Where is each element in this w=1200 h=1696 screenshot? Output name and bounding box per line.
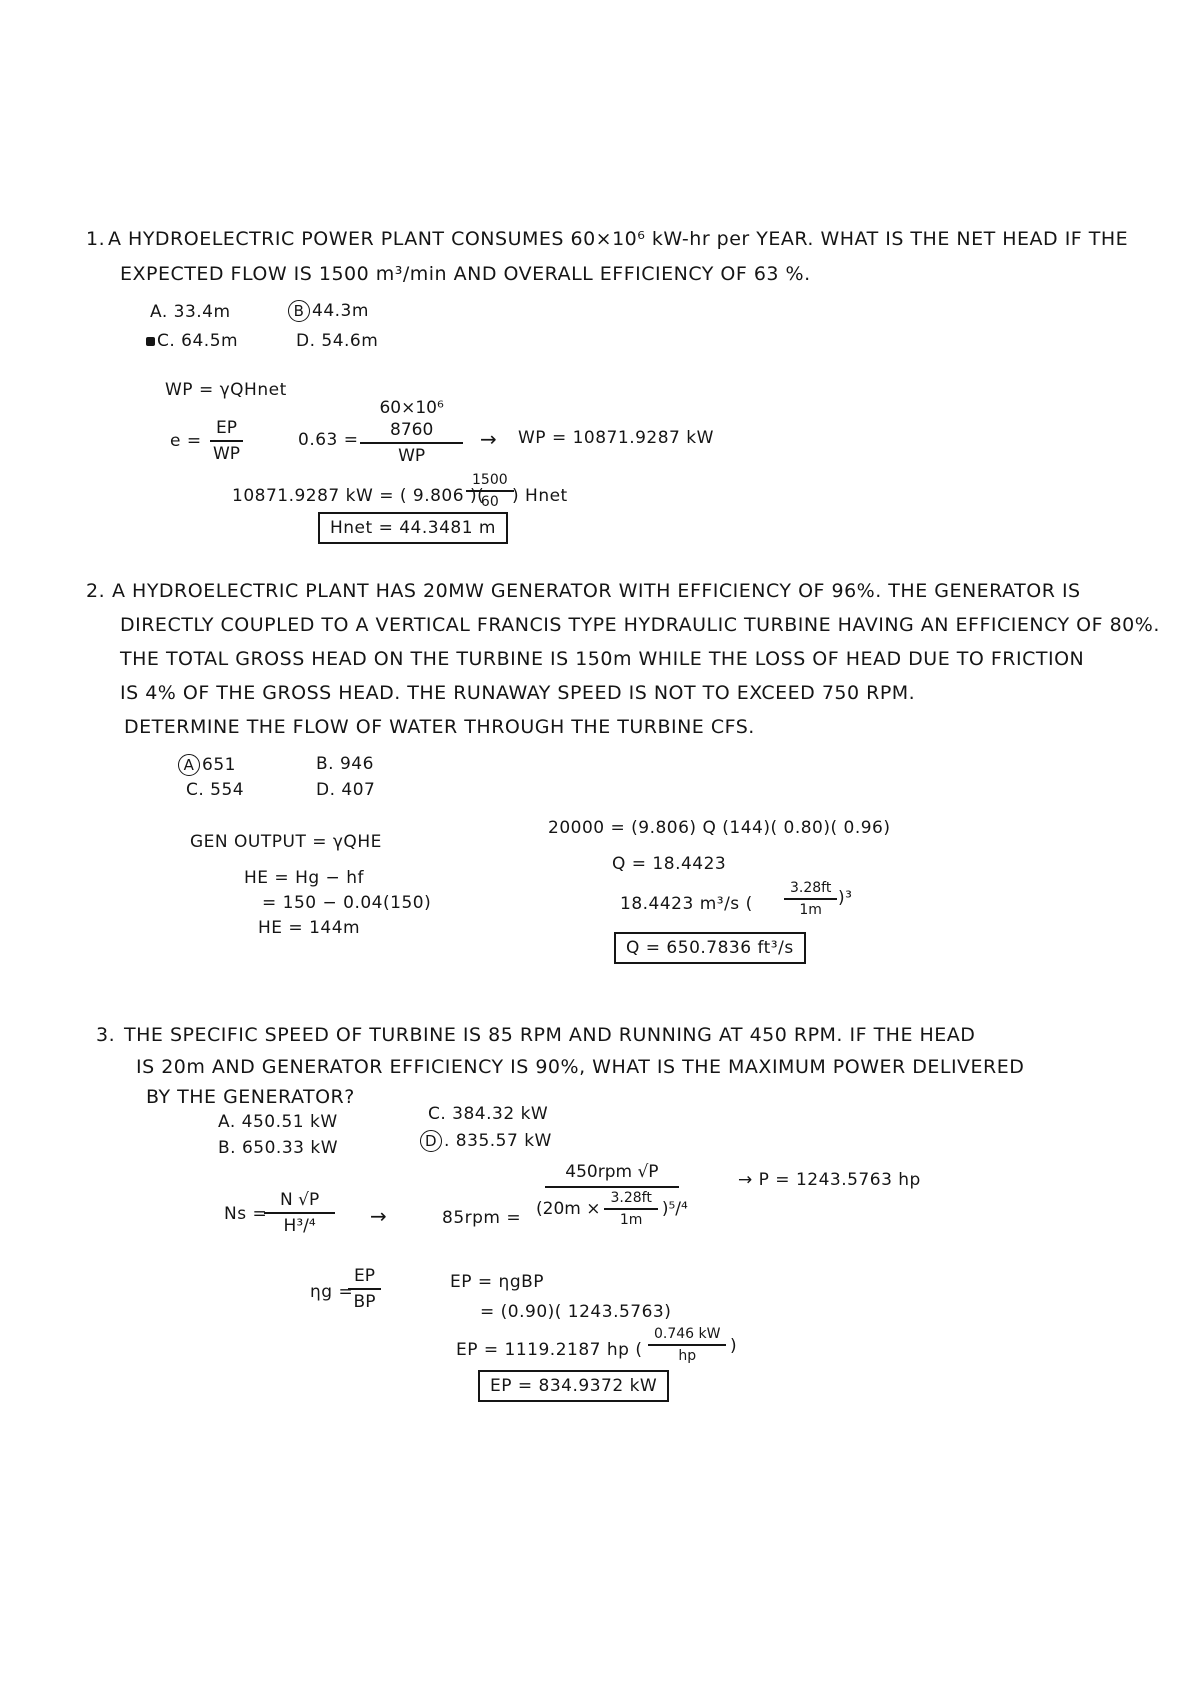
fraction-denominator: WP	[398, 446, 426, 466]
problem-2-text-line1: A HYDROELECTRIC PLANT HAS 20MW GENERATOR WITH EFFICIENCY OF 96%. THE GENERATOR IS	[112, 580, 1081, 602]
problem-1-choice-b	[288, 300, 369, 322]
problem-2-gen-output-formula: GEN OUTPUT = γQHE	[190, 832, 382, 852]
fraction-denominator: H³/⁴	[283, 1216, 316, 1236]
problem-2-number: 2.	[86, 580, 106, 602]
denominator-inner-fraction	[604, 1190, 657, 1228]
problem-1-choice-c	[146, 331, 238, 351]
fraction-numerator-bottom: 8760	[360, 420, 463, 444]
problem-1-wp-formula: WP = γQHnet	[165, 380, 287, 400]
problem-1-choice-b-text: 44.3m	[312, 301, 369, 321]
fraction-numerator: EP	[348, 1266, 381, 1290]
problem-2-flow-value: Q = 18.4423	[612, 854, 727, 874]
problem-2-power-equation: 20000 = (9.806) Q (144)( 0.80)( 0.96)	[548, 818, 891, 838]
problem-3-choice-d-text: . 835.57 kW	[444, 1131, 552, 1151]
problem-3-choice-c: C. 384.32 kW	[428, 1104, 549, 1124]
problem-3-conversion-fraction	[648, 1326, 726, 1364]
fraction-denominator: 1m	[619, 1212, 643, 1228]
problem-2-head-line1: HE = Hg − hf	[244, 868, 364, 888]
fraction-numerator: 1500	[466, 472, 514, 492]
problem-2-conversion-fraction	[784, 880, 837, 918]
problem-3-specific-speed-fraction	[264, 1190, 335, 1236]
problem-2-conversion-lhs: 18.4423 m³/s (	[620, 894, 753, 914]
problem-1-substitution-fraction	[466, 472, 514, 510]
problem-3-ep-line1: EP = ηgBP	[450, 1272, 545, 1292]
problem-3-substitution-lhs: 85rpm =	[442, 1208, 522, 1228]
fraction-numerator: 3.28ft	[784, 880, 837, 900]
problem-1-choice-d: D. 54.6m	[296, 331, 379, 351]
problem-1-substitution-rhs: ) Hnet	[512, 486, 568, 506]
fraction-denominator: BP	[353, 1292, 376, 1312]
ink-mark-icon	[146, 337, 155, 346]
problem-2-text-line2: DIRECTLY COUPLED TO A VERTICAL FRANCIS TYPE HYDRAULIC TURBINE HAVING AN EFFICIENCY OF 80%.	[120, 614, 1160, 636]
fraction-numerator: 0.746 kW	[648, 1326, 726, 1346]
problem-3-conversion-close: )	[730, 1336, 738, 1356]
problem-3-text-line1: THE SPECIFIC SPEED OF TURBINE IS 85 RPM AND RUNNING AT 450 RPM. IF THE HEAD	[124, 1024, 976, 1046]
problem-2-final-answer: Q = 650.7836 ft³/s	[614, 932, 806, 964]
problem-1-choice-a: A. 33.4m	[150, 302, 231, 322]
fraction-numerator-top: 60×10⁶	[379, 398, 444, 418]
problem-1-final-answer: Hnet = 44.3481 m	[318, 512, 508, 544]
problem-2-text-line3: THE TOTAL GROSS HEAD ON THE TURBINE IS 150m WHILE THE LOSS OF HEAD DUE TO FRICTION	[120, 648, 1085, 670]
problem-3-number: 3.	[96, 1024, 116, 1046]
selected-answer-circle: D	[420, 1130, 442, 1152]
problem-1-choice-c-text: C. 64.5m	[157, 331, 239, 351]
problem-1-efficiency-lhs: e =	[170, 431, 202, 451]
problem-1-wp-result: WP = 10871.9287 kW	[518, 428, 714, 448]
problem-1-number: 1.	[86, 228, 106, 250]
problem-2-choice-b: B. 946	[316, 754, 374, 774]
fraction-numerator: 3.28ft	[604, 1190, 657, 1210]
problem-1-equation-fraction	[360, 398, 463, 466]
problem-2-conversion-rhs: )³	[838, 888, 853, 908]
problem-2-choice-a-text: 651	[202, 755, 236, 775]
arrow-right-icon: →	[370, 1204, 387, 1228]
problem-1-equation-lhs: 0.63 =	[298, 430, 359, 450]
problem-3-choice-a: A. 450.51 kW	[218, 1112, 338, 1132]
problem-2-text-line5: DETERMINE THE FLOW OF WATER THROUGH THE TURBINE CFS.	[124, 716, 755, 738]
problem-2-head-line2: = 150 − 0.04(150)	[262, 893, 432, 913]
selected-answer-circle: B	[288, 300, 310, 322]
problem-3-choice-d	[420, 1130, 552, 1152]
problem-2-head-line3: HE = 144m	[258, 918, 361, 938]
problem-2-text-line4: IS 4% OF THE GROSS HEAD. THE RUNAWAY SPEED IS NOT TO EXCEED 750 RPM.	[120, 682, 916, 704]
problem-3-power-result: → P = 1243.5763 hp	[738, 1170, 921, 1190]
problem-1-text-line1: A HYDROELECTRIC POWER PLANT CONSUMES 60×10⁶ kW-hr per YEAR. WHAT IS THE NET HEAD IF THE	[108, 228, 1129, 250]
problem-3-text-line2: IS 20m AND GENERATOR EFFICIENCY IS 90%, WHAT IS THE MAXIMUM POWER DELIVERED	[136, 1056, 1025, 1078]
problem-3-specific-speed-lhs: Ns =	[224, 1204, 268, 1224]
fraction-denominator: hp	[678, 1348, 697, 1364]
problem-1-text-line2: EXPECTED FLOW IS 1500 m³/min AND OVERALL EFFICIENCY OF 63 %.	[120, 263, 811, 285]
problem-1-efficiency-fraction	[210, 418, 243, 464]
arrow-right-icon: →	[480, 427, 497, 451]
problem-2-choice-c: C. 554	[186, 780, 245, 800]
problem-3-final-answer: EP = 834.9372 kW	[478, 1370, 669, 1402]
fraction-numerator: N √P	[264, 1190, 335, 1214]
fraction-numerator: EP	[210, 418, 243, 442]
problem-2-choice-a	[178, 754, 236, 776]
problem-3-text-line3: BY THE GENERATOR?	[146, 1086, 355, 1108]
fraction-denominator: 1m	[799, 902, 822, 918]
fraction-denominator: 60	[480, 494, 499, 510]
fraction-denominator	[536, 1188, 688, 1228]
fraction-numerator: 450rpm √P	[545, 1162, 678, 1188]
problem-1-substitution-lhs: 10871.9287 kW = ( 9.806 )(	[232, 486, 485, 506]
denominator-part-b: )⁵/⁴	[661, 1199, 688, 1219]
problem-3-eta-lhs: ηg =	[310, 1282, 354, 1302]
selected-answer-circle: A	[178, 754, 200, 776]
fraction-denominator: WP	[212, 444, 241, 464]
problem-3-ep-line3: EP = 1119.2187 hp (	[456, 1340, 643, 1360]
problem-2-choice-d: D. 407	[316, 780, 376, 800]
problem-3-choice-b: B. 650.33 kW	[218, 1138, 339, 1158]
problem-3-ep-line2: = (0.90)( 1243.5763)	[480, 1302, 672, 1322]
problem-3-substitution-fraction	[536, 1162, 688, 1228]
denominator-part-a: (20m ×	[536, 1199, 601, 1219]
problem-3-eta-fraction	[348, 1266, 381, 1312]
